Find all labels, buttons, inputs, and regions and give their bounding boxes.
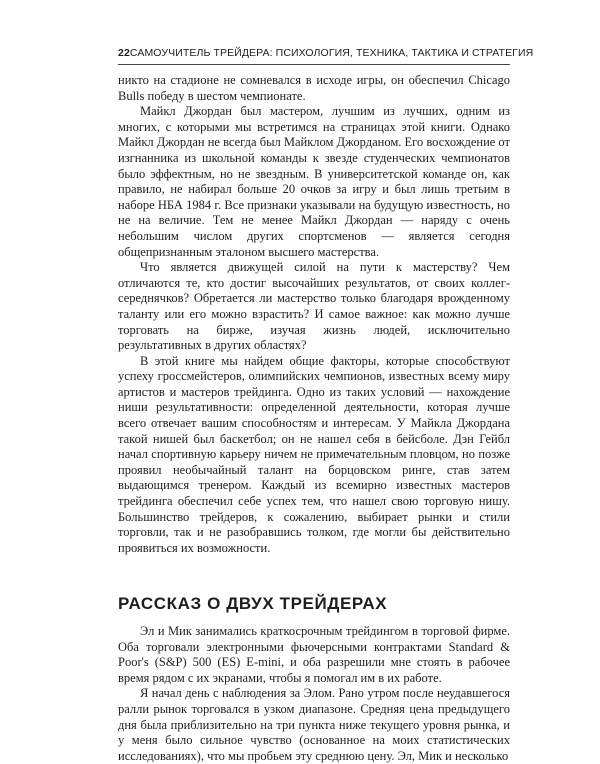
page-number: 22 <box>118 47 130 59</box>
paragraph-2: Майкл Джордан был мастером, лучшим из лучших, одним из многих, с которыми мы встретимся на страницах этой книги. Однако Майкл Джордан не всегда был Майклом Джорданом. Его восхождение от изгнанника из школьной команды к звезде студенческих чемпионатов было эффектным, но не звездным. В университетской команде он, как правило, не набирал больше 20 очков за игру и был лишь третьим в наборе НБА 1984 г. Все признаки указывали на будущую известность, но не на величие. Тем не менее Майкл Джордан — наряду с очень небольшим числом других спортсменов — является сегодня общепризнанным эталоном высшего мастерства. <box>118 104 510 259</box>
running-title: САМОУЧИТЕЛЬ ТРЕЙДЕРА: ПСИХОЛОГИЯ, ТЕХНИКА, ТАКТИКА И СТРАТЕГИЯ <box>129 47 534 59</box>
page-content <box>118 73 510 764</box>
section-paragraph-2: Я начал день с наблюдения за Элом. Рано утром после неудавшегося ралли рынок торговался в узком диапазоне. Средняя цена предыдущего дня была приблизительно на три пункта ниже текущего уровня рынка, и у меня было сильное чувство (основанное на моих статистических исследованиях), что мы пробьем эту среднюю цену. Эл, Мик и несколько <box>118 686 510 763</box>
paragraph-1: никто на стадионе не сомневался в исходе игры, он обеспечил Chicago Bulls победу в шестом чемпионате. <box>118 73 510 103</box>
paragraph-4: В этой книге мы найдем общие факторы, которые способствуют успеху гроссмейстеров, олимпийских чемпионов, известных всему миру артистов и мастеров трейдинга. Одно из таких условий — нахождение ниши результативности: определенной деятельности, которая лучше всего отвечает вашим способностям и интересам. У Майкла Джордана такой нишей был баскетбол; он не нашел себя в бейсболе. Дэн Гейбл начал спортивную карьеру ничем не примечательным пловцом, но позже проявил необычайный талант на борцовском ринге, став затем выдающимся тренером. Каждый из всемирно известных мастеров трейдинга обеспечил себе успех тем, что нашел свою торговую нишу. Большинство трейдеров, к сожалению, выбирает рынки и стили торговли, так и не разобравшись толком, где могли бы действительно проявиться их возможности. <box>118 353 510 555</box>
section-paragraph-1: Эл и Мик занимались краткосрочным трейдингом в торговой фирме. Оба торговали электронными фьючерсными контрактами Standard & Poor's (S&P) 500 (ES) E-mini, и оба разрешили мне стоять в рабочее время рядом с их экранами, чтобы я помогал им в их работе. <box>118 624 510 685</box>
page-header <box>118 47 534 59</box>
header-rule <box>118 64 510 65</box>
section-heading: РАССКАЗ О ДВУХ ТРЕЙДЕРАХ <box>118 594 388 614</box>
paragraph-3: Что является движущей силой на пути к мастерству? Чем отличаются те, кто достиг высочайших результатов, от своих коллег-середнячков? Обретается ли мастерство только благодаря врожденному таланту или его можно взрастить? И самое важное: как можно лучше торговать на бирже, изучая жизнь людей, исключительно результативных в других областях? <box>118 260 510 353</box>
